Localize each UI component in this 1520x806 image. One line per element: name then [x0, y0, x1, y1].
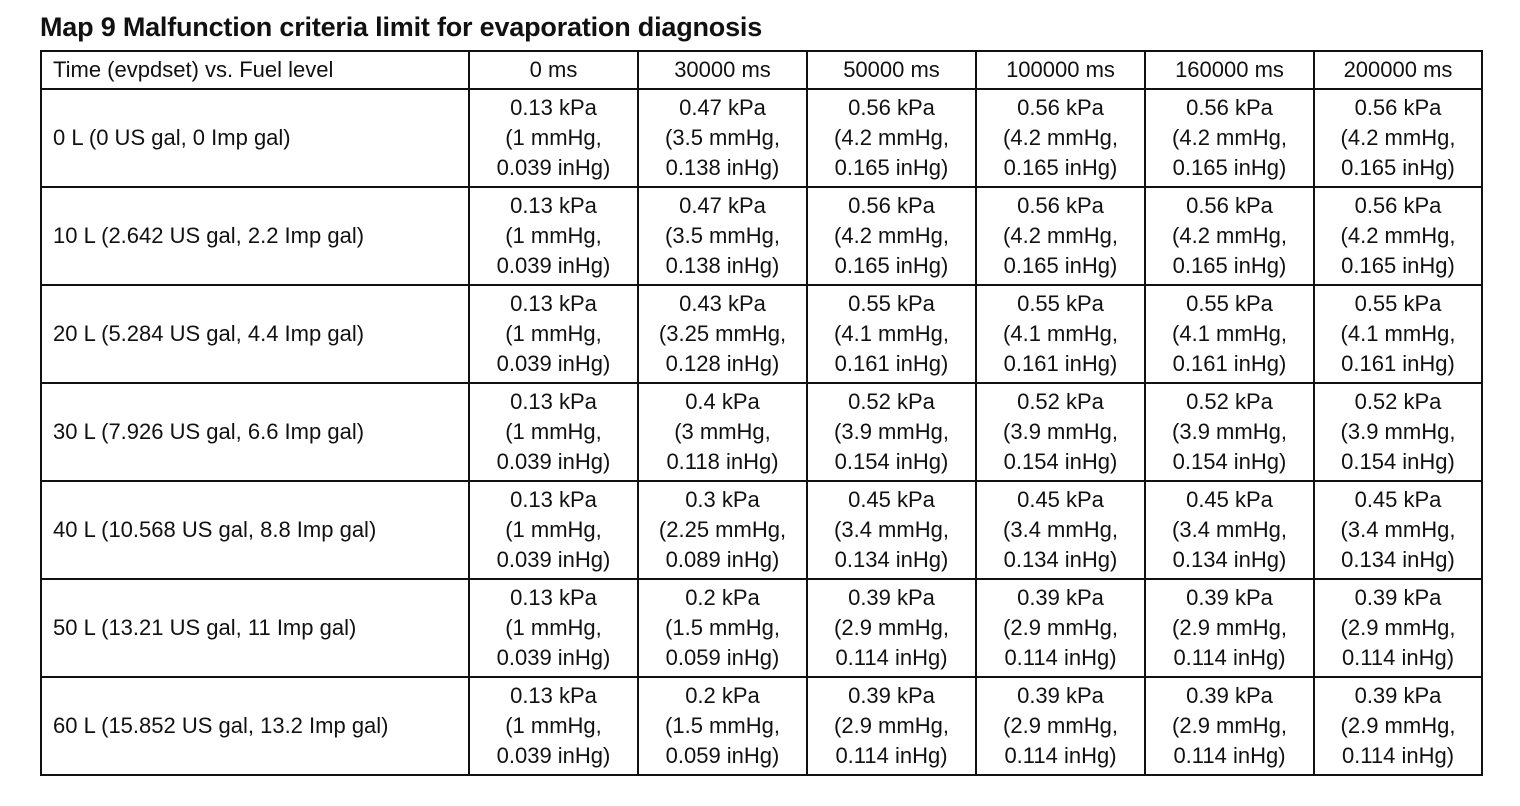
mmhg-value: (2.9 mmHg,	[1340, 615, 1456, 640]
inhg-value: 0.039 inHg)	[496, 155, 611, 180]
mmhg-value: (2.9 mmHg,	[1003, 615, 1118, 640]
table-cell	[976, 677, 1145, 775]
kpa-value: 0.43 kPa	[679, 291, 766, 316]
inhg-value: 0.114 inHg)	[1341, 645, 1455, 670]
inhg-value: 0.039 inHg)	[496, 449, 611, 474]
kpa-value: 0.39 kPa	[848, 683, 935, 708]
kpa-value: 0.13 kPa	[510, 683, 597, 708]
table-cell	[638, 677, 807, 775]
table-cell	[976, 89, 1145, 187]
inhg-value: 0.138 inHg)	[665, 253, 780, 278]
table-cell	[469, 187, 638, 285]
criteria-table	[40, 50, 1483, 776]
mmhg-value: (4.2 mmHg,	[1340, 125, 1456, 150]
kpa-value: 0.47 kPa	[679, 95, 766, 120]
row-header: 60 L (15.852 US gal, 13.2 Imp gal)	[41, 677, 469, 775]
row-header: 10 L (2.642 US gal, 2.2 Imp gal)	[41, 187, 469, 285]
inhg-value: 0.039 inHg)	[496, 351, 611, 376]
inhg-value: 0.039 inHg)	[496, 645, 611, 670]
inhg-value: 0.165 inHg)	[1341, 155, 1455, 180]
kpa-value: 0.56 kPa	[1354, 95, 1442, 120]
table-row	[41, 481, 1482, 579]
table-cell	[638, 285, 807, 383]
kpa-value: 0.3 kPa	[685, 487, 760, 512]
table-row	[41, 285, 1482, 383]
table-cell	[807, 383, 976, 481]
kpa-value: 0.13 kPa	[510, 291, 597, 316]
mmhg-value: (3.4 mmHg,	[1340, 517, 1456, 542]
kpa-value: 0.55 kPa	[1017, 291, 1104, 316]
row-header: 50 L (13.21 US gal, 11 Imp gal)	[41, 579, 469, 677]
mmhg-value: (2.9 mmHg,	[1340, 713, 1456, 738]
table-body	[41, 89, 1482, 775]
table-cell	[976, 481, 1145, 579]
mmhg-value: (4.1 mmHg,	[1003, 321, 1118, 346]
inhg-value: 0.114 inHg)	[1173, 645, 1286, 670]
kpa-value: 0.52 kPa	[1017, 389, 1104, 414]
mmhg-value: (3.4 mmHg,	[834, 517, 949, 542]
table-cell	[1145, 89, 1314, 187]
table-row	[41, 677, 1482, 775]
table-cell	[638, 187, 807, 285]
inhg-value: 0.165 inHg)	[1341, 253, 1455, 278]
kpa-value: 0.13 kPa	[510, 389, 597, 414]
row-header: 30 L (7.926 US gal, 6.6 Imp gal)	[41, 383, 469, 481]
row-header: 20 L (5.284 US gal, 4.4 Imp gal)	[41, 285, 469, 383]
mmhg-value: (1 mmHg,	[505, 517, 602, 542]
column-header: 30000 ms	[638, 51, 807, 89]
inhg-value: 0.039 inHg)	[496, 253, 611, 278]
table-cell	[1145, 579, 1314, 677]
table-cell	[469, 285, 638, 383]
kpa-value: 0.45 kPa	[1354, 487, 1442, 512]
inhg-value: 0.059 inHg)	[665, 645, 780, 670]
table-row	[41, 187, 1482, 285]
kpa-value: 0.39 kPa	[1186, 683, 1273, 708]
table-cell	[807, 285, 976, 383]
kpa-value: 0.39 kPa	[1354, 683, 1442, 708]
row-header: 40 L (10.568 US gal, 8.8 Imp gal)	[41, 481, 469, 579]
kpa-value: 0.56 kPa	[1186, 95, 1273, 120]
kpa-value: 0.56 kPa	[1017, 193, 1104, 218]
kpa-value: 0.39 kPa	[1017, 683, 1104, 708]
row-header: 0 L (0 US gal, 0 Imp gal)	[41, 89, 469, 187]
inhg-value: 0.161 inHg)	[1172, 351, 1287, 376]
mmhg-value: (1.5 mmHg,	[665, 615, 780, 640]
mmhg-value: (1 mmHg,	[505, 419, 602, 444]
mmhg-value: (2.9 mmHg,	[1172, 713, 1287, 738]
mmhg-value: (3.9 mmHg,	[834, 419, 949, 444]
mmhg-value: (3.25 mmHg,	[658, 321, 787, 346]
table-cell	[1314, 285, 1482, 383]
mmhg-value: (4.2 mmHg,	[834, 125, 949, 150]
table-cell	[1145, 285, 1314, 383]
inhg-value: 0.114 inHg)	[1004, 743, 1117, 768]
mmhg-value: (2.25 mmHg,	[658, 517, 787, 542]
kpa-value: 0.39 kPa	[848, 585, 935, 610]
inhg-value: 0.114 inHg)	[835, 645, 948, 670]
table-cell	[469, 383, 638, 481]
corner-header: Time (evpdset) vs. Fuel level	[41, 51, 469, 89]
table-cell	[1145, 187, 1314, 285]
table-cell	[976, 187, 1145, 285]
table-cell	[469, 677, 638, 775]
mmhg-value: (3.4 mmHg,	[1003, 517, 1118, 542]
table-cell	[807, 481, 976, 579]
kpa-value: 0.56 kPa	[848, 193, 935, 218]
table-cell	[469, 481, 638, 579]
table-cell	[976, 579, 1145, 677]
mmhg-value: (3.9 mmHg,	[1172, 419, 1287, 444]
table-cell	[1314, 579, 1482, 677]
page-title: Map 9 Malfunction criteria limit for evaporation diagnosis	[40, 12, 763, 42]
inhg-value: 0.165 inHg)	[1003, 155, 1118, 180]
mmhg-value: (3.5 mmHg,	[665, 223, 780, 248]
inhg-value: 0.165 inHg)	[834, 253, 949, 278]
inhg-value: 0.039 inHg)	[496, 743, 611, 768]
mmhg-value: (4.2 mmHg,	[1003, 125, 1118, 150]
inhg-value: 0.161 inHg)	[1003, 351, 1118, 376]
inhg-value: 0.154 inHg)	[1172, 449, 1287, 474]
inhg-value: 0.154 inHg)	[1003, 449, 1118, 474]
mmhg-value: (2.9 mmHg,	[834, 615, 949, 640]
kpa-value: 0.45 kPa	[1017, 487, 1104, 512]
table-row	[41, 383, 1482, 481]
kpa-value: 0.55 kPa	[1186, 291, 1273, 316]
mmhg-value: (3.4 mmHg,	[1172, 517, 1287, 542]
table-row	[41, 89, 1482, 187]
table-cell	[1145, 677, 1314, 775]
mmhg-value: (4.1 mmHg,	[1340, 321, 1456, 346]
kpa-value: 0.55 kPa	[1354, 291, 1442, 316]
mmhg-value: (1 mmHg,	[505, 713, 602, 738]
kpa-value: 0.47 kPa	[679, 193, 766, 218]
inhg-value: 0.118 inHg)	[666, 449, 779, 474]
kpa-value: 0.4 kPa	[685, 389, 760, 414]
table-cell	[1145, 481, 1314, 579]
kpa-value: 0.45 kPa	[1186, 487, 1273, 512]
table-cell	[1314, 383, 1482, 481]
mmhg-value: (1 mmHg,	[505, 321, 602, 346]
table-cell	[1314, 481, 1482, 579]
kpa-value: 0.56 kPa	[1186, 193, 1273, 218]
inhg-value: 0.128 inHg)	[665, 351, 780, 376]
mmhg-value: (4.2 mmHg,	[1340, 223, 1456, 248]
mmhg-value: (1 mmHg,	[505, 615, 602, 640]
table-cell	[807, 187, 976, 285]
table-header	[41, 51, 1482, 89]
kpa-value: 0.13 kPa	[510, 95, 597, 120]
table-cell	[807, 89, 976, 187]
table-cell	[638, 579, 807, 677]
inhg-value: 0.154 inHg)	[1341, 449, 1455, 474]
inhg-value: 0.165 inHg)	[1172, 253, 1287, 278]
kpa-value: 0.52 kPa	[1186, 389, 1273, 414]
mmhg-value: (1 mmHg,	[505, 125, 602, 150]
mmhg-value: (4.2 mmHg,	[1172, 125, 1287, 150]
inhg-value: 0.134 inHg)	[1172, 547, 1287, 572]
table-cell	[976, 285, 1145, 383]
mmhg-value: (2.9 mmHg,	[1003, 713, 1118, 738]
mmhg-value: (4.2 mmHg,	[1172, 223, 1287, 248]
table-cell	[976, 383, 1145, 481]
kpa-value: 0.56 kPa	[848, 95, 935, 120]
table-cell	[469, 89, 638, 187]
mmhg-value: (3.5 mmHg,	[665, 125, 780, 150]
mmhg-value: (2.9 mmHg,	[834, 713, 949, 738]
table-cell	[638, 383, 807, 481]
mmhg-value: (4.2 mmHg,	[1003, 223, 1118, 248]
table-cell	[1314, 677, 1482, 775]
inhg-value: 0.114 inHg)	[1173, 743, 1286, 768]
inhg-value: 0.114 inHg)	[1341, 743, 1455, 768]
inhg-value: 0.134 inHg)	[834, 547, 949, 572]
mmhg-value: (4.2 mmHg,	[834, 223, 949, 248]
table-cell	[1145, 383, 1314, 481]
kpa-value: 0.13 kPa	[510, 193, 597, 218]
kpa-value: 0.39 kPa	[1186, 585, 1273, 610]
kpa-value: 0.13 kPa	[510, 487, 597, 512]
column-header: 50000 ms	[807, 51, 976, 89]
kpa-value: 0.56 kPa	[1354, 193, 1442, 218]
mmhg-value: (2.9 mmHg,	[1172, 615, 1287, 640]
kpa-value: 0.52 kPa	[1354, 389, 1442, 414]
mmhg-value: (1.5 mmHg,	[665, 713, 780, 738]
column-header: 160000 ms	[1145, 51, 1314, 89]
inhg-value: 0.154 inHg)	[834, 449, 949, 474]
kpa-value: 0.55 kPa	[848, 291, 935, 316]
column-header: 100000 ms	[976, 51, 1145, 89]
mmhg-value: (4.1 mmHg,	[1172, 321, 1287, 346]
inhg-value: 0.089 inHg)	[665, 547, 780, 572]
kpa-value: 0.13 kPa	[510, 585, 597, 610]
mmhg-value: (1 mmHg,	[505, 223, 602, 248]
inhg-value: 0.161 inHg)	[1341, 351, 1455, 376]
table-cell	[638, 481, 807, 579]
kpa-value: 0.52 kPa	[848, 389, 935, 414]
inhg-value: 0.165 inHg)	[1172, 155, 1287, 180]
table-cell	[1314, 89, 1482, 187]
inhg-value: 0.114 inHg)	[1004, 645, 1117, 670]
mmhg-value: (3.9 mmHg,	[1340, 419, 1456, 444]
inhg-value: 0.165 inHg)	[834, 155, 949, 180]
mmhg-value: (4.1 mmHg,	[834, 321, 949, 346]
column-header: 0 ms	[469, 51, 638, 89]
table-cell	[469, 579, 638, 677]
mmhg-value: (3.9 mmHg,	[1003, 419, 1118, 444]
inhg-value: 0.134 inHg)	[1341, 547, 1455, 572]
inhg-value: 0.138 inHg)	[665, 155, 780, 180]
kpa-value: 0.45 kPa	[848, 487, 935, 512]
kpa-value: 0.2 kPa	[685, 585, 760, 610]
column-header: 200000 ms	[1314, 51, 1482, 89]
kpa-value: 0.39 kPa	[1017, 585, 1104, 610]
inhg-value: 0.114 inHg)	[835, 743, 948, 768]
table-cell	[1314, 187, 1482, 285]
inhg-value: 0.134 inHg)	[1003, 547, 1118, 572]
kpa-value: 0.2 kPa	[685, 683, 760, 708]
inhg-value: 0.161 inHg)	[834, 351, 949, 376]
header-row	[41, 51, 1482, 89]
inhg-value: 0.059 inHg)	[665, 743, 780, 768]
mmhg-value: (3 mmHg,	[674, 419, 771, 444]
table-cell	[807, 677, 976, 775]
table-row	[41, 579, 1482, 677]
kpa-value: 0.39 kPa	[1354, 585, 1442, 610]
table-cell	[638, 89, 807, 187]
inhg-value: 0.039 inHg)	[496, 547, 611, 572]
inhg-value: 0.165 inHg)	[1003, 253, 1118, 278]
kpa-value: 0.56 kPa	[1017, 95, 1104, 120]
table-cell	[807, 579, 976, 677]
